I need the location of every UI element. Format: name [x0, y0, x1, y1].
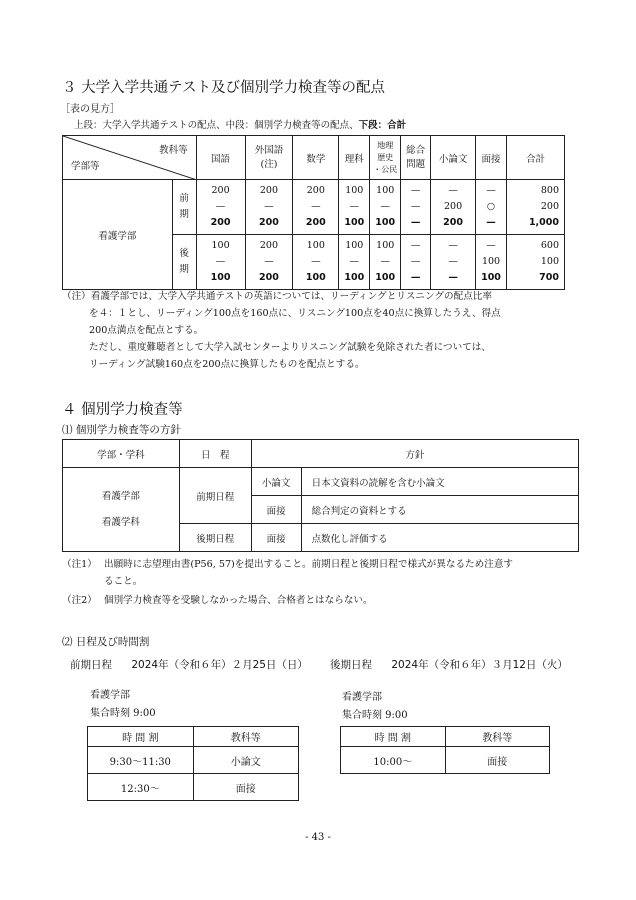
- early-sogo: [401, 180, 431, 235]
- note-1-label: （注1）: [62, 559, 97, 570]
- early-info: [90, 687, 156, 723]
- header-gaikokugo: [245, 136, 293, 180]
- late-gaikokugo: [245, 235, 293, 290]
- value-mid: —: [349, 201, 360, 212]
- timetable-time: 9:30〜11:30: [88, 747, 194, 774]
- policy-faculty-2: 看護学科: [101, 516, 140, 528]
- value-top: 600: [540, 240, 559, 251]
- header-chireki-2: 歴史: [377, 152, 394, 162]
- corner-bottom-label: 学部等: [71, 161, 100, 172]
- timetable-subject: 面接: [193, 774, 298, 801]
- value-total: —: [410, 272, 421, 283]
- value-top: 100: [306, 240, 325, 251]
- policy-text: 点数化し評価する: [301, 524, 578, 552]
- section4-heading: ４ 個別学力検査等: [62, 402, 183, 418]
- late-timetable-header: [341, 727, 550, 747]
- early-mensetsu: [476, 180, 507, 235]
- table-corner: [63, 136, 197, 180]
- early-sugaku: [293, 180, 339, 235]
- value-total: 700: [539, 272, 559, 283]
- header-sogo: [401, 136, 431, 180]
- value-top: —: [448, 240, 458, 251]
- value-mid: —: [215, 201, 226, 212]
- value-total: 100: [305, 272, 326, 283]
- header-gokei: 合計: [506, 136, 564, 180]
- note-line: リーディング試験160点を200点に換算したものを配点とする。: [89, 359, 365, 370]
- header-gaikokugo-label: 外国語: [254, 144, 284, 156]
- late-info: [342, 689, 408, 725]
- early-timetable: [87, 726, 299, 801]
- policy-subject: 面接: [251, 496, 301, 524]
- value-top: 200: [306, 185, 325, 196]
- policy-subject: 面接: [251, 524, 301, 552]
- section4-notes: [62, 556, 582, 609]
- subsection2-heading: ⑵ 日程及び時間割: [62, 636, 150, 648]
- header-gaikokugo-note: (注): [260, 158, 278, 170]
- score-table-header: [63, 136, 565, 180]
- value-total: 200: [443, 217, 463, 228]
- value-top: 800: [540, 185, 559, 196]
- header-chireki-3: ・公民: [373, 164, 398, 174]
- late-kokugo: [196, 235, 245, 290]
- subsection1-heading: ⑴ 個別学力検査等の方針: [62, 424, 181, 436]
- value-mid: —: [380, 201, 390, 212]
- value-mid: 100: [481, 256, 501, 267]
- note-2-label: （注2）: [62, 595, 97, 606]
- early-faculty: 看護学部: [90, 690, 130, 701]
- header-mensetsu: 面接: [476, 136, 507, 180]
- note-1-text: [104, 556, 513, 590]
- early-date-label: 前期日程: [70, 659, 112, 671]
- header-chireki-1: 地理: [377, 140, 394, 150]
- term-late-2: 期: [179, 264, 189, 275]
- value-mid: —: [410, 256, 421, 267]
- policy-faculty-1: 看護学部: [101, 490, 140, 502]
- term-late-1: 後: [179, 248, 189, 259]
- value-mid: ○: [486, 201, 496, 212]
- note-2-text: 個別学力検査等を受験しなかった場合、合格者とはならない。: [104, 595, 373, 606]
- value-total: —: [410, 217, 421, 228]
- policy-table: [62, 439, 579, 552]
- late-timetable-row: [341, 747, 550, 774]
- policy-header-policy: 方針: [251, 440, 578, 468]
- score-table: [62, 135, 565, 290]
- late-th-time: 時 間 割: [341, 727, 446, 747]
- timetable-subject: 面接: [445, 747, 549, 774]
- late-sogo: [401, 235, 431, 290]
- value-top: 200: [259, 240, 279, 251]
- page-number: - 43 -: [305, 832, 331, 843]
- policy-header-row: [63, 440, 579, 468]
- note-line: 200点満点を配点とする。: [89, 325, 204, 336]
- header-sogo-2: 問題: [406, 158, 426, 170]
- value-total: —: [448, 272, 458, 283]
- note-1-line: ること。: [104, 576, 143, 587]
- timetable-subject: 小論文: [193, 747, 298, 774]
- early-shoronbun: [431, 180, 476, 235]
- value-mid: —: [349, 256, 360, 267]
- policy-subject: 小論文: [251, 468, 301, 496]
- policy-late-term: 後期日程: [179, 524, 251, 552]
- value-top: —: [410, 185, 421, 196]
- corner-top-label: 教科等: [159, 145, 188, 156]
- late-faculty: 看護学部: [342, 692, 382, 703]
- value-total: —: [486, 217, 496, 228]
- value-total: 200: [259, 217, 279, 228]
- value-total: 100: [210, 272, 231, 283]
- early-th-time: 時 間 割: [88, 727, 194, 747]
- early-date: 2024年（令和６年）２月25日（日）: [131, 659, 308, 671]
- early-gokei: [506, 180, 564, 235]
- value-mid: 200: [540, 201, 559, 212]
- value-total: 200: [305, 217, 326, 228]
- value-total: 200: [259, 272, 279, 283]
- late-assembly: 集合時刻 9:00: [342, 710, 408, 721]
- value-mid: —: [311, 256, 321, 267]
- value-mid: —: [264, 201, 274, 212]
- timetable-time: 12:30〜: [88, 774, 194, 801]
- early-chireki: [370, 180, 401, 235]
- note-1: [62, 556, 582, 590]
- term-late: [172, 235, 196, 290]
- early-kokugo: [196, 180, 245, 235]
- note-line: ただし、重度難聴者として大学入試センターよりリスニング試験を免除された者については、: [89, 342, 491, 353]
- late-chireki: [370, 235, 401, 290]
- policy-text: 日本文資料の読解を含む小論文: [301, 468, 578, 496]
- value-top: —: [410, 240, 421, 251]
- term-early: [172, 180, 196, 235]
- early-gaikokugo: [245, 180, 293, 235]
- value-total: 1,000: [528, 217, 559, 228]
- value-top: 200: [259, 185, 279, 196]
- value-top: 200: [211, 185, 230, 196]
- policy-row: [63, 468, 579, 496]
- late-mensetsu: [476, 235, 507, 290]
- late-th-subject: 教科等: [445, 727, 549, 747]
- late-date-line: [330, 657, 568, 672]
- late-gokei: [506, 235, 564, 290]
- header-sugaku: 数学: [293, 136, 339, 180]
- value-total: 100: [344, 272, 365, 283]
- term-early-1: 前: [179, 193, 189, 204]
- note-2: [62, 592, 582, 609]
- value-total: 100: [344, 217, 365, 228]
- value-mid: —: [311, 201, 321, 212]
- early-timetable-row: [88, 774, 299, 801]
- legend-text: [74, 117, 406, 131]
- early-timetable-row: [88, 747, 299, 774]
- header-shoronbun: 小論文: [431, 136, 476, 180]
- late-rika: [339, 235, 370, 290]
- header-rika: 理科: [339, 136, 370, 180]
- policy-text: 総合判定の資料とする: [301, 496, 578, 524]
- legend-label: ［表の見方］: [60, 104, 120, 115]
- value-total: 200: [210, 217, 231, 228]
- value-top: 100: [345, 240, 364, 251]
- value-mid: 200: [444, 201, 463, 212]
- legend-text-main: 上段：大学入学共通テストの配点、中段：個別学力検査等の配点、: [74, 120, 359, 131]
- value-mid: —: [380, 256, 390, 267]
- value-mid: —: [448, 256, 458, 267]
- timetable-time: 10:00〜: [341, 747, 446, 774]
- early-date-line: [70, 657, 308, 672]
- legend-text-bold: 下段：合計: [358, 120, 407, 131]
- value-top: —: [448, 185, 458, 196]
- early-th-subject: 教科等: [193, 727, 298, 747]
- value-top: 100: [376, 185, 395, 196]
- early-timetable-header: [88, 727, 299, 747]
- note-1-line: 出願時に志望理由書(P56, 57)を提出すること。前期日程と後期日程で様式が異なるため注意す: [104, 559, 514, 570]
- value-top: —: [486, 240, 496, 251]
- section3-notes: [62, 288, 572, 373]
- note-line: を４：１とし、リーディング100点を160点に、リスニング100点を40点に換算したうえ、得点: [89, 308, 501, 319]
- policy-early-term: 前期日程: [179, 468, 251, 524]
- header-kokugo: 国語: [196, 136, 245, 180]
- score-row-early: [63, 180, 565, 235]
- value-total: 100: [481, 272, 501, 283]
- term-early-2: 期: [179, 209, 189, 220]
- value-mid: —: [215, 256, 226, 267]
- section3-heading: ３ 大学入学共通テスト及び個別学力検査等の配点: [62, 80, 386, 96]
- policy-header-faculty: 学部・学科: [63, 440, 180, 468]
- policy-faculty-cell: [63, 468, 180, 552]
- late-timetable: [340, 726, 550, 774]
- header-sogo-1: 総合: [406, 144, 426, 156]
- policy-header-schedule: 日 程: [179, 440, 251, 468]
- late-date: 2024年（令和６年）３月12日（火）: [391, 659, 568, 671]
- early-rika: [339, 180, 370, 235]
- value-total: 100: [375, 217, 396, 228]
- late-shoronbun: [431, 235, 476, 290]
- value-top: —: [486, 185, 496, 196]
- value-mid: —: [410, 201, 421, 212]
- late-date-label: 後期日程: [330, 659, 372, 671]
- note-line: （注）看護学部では、大学入学共通テストの英語については、リーディングとリスニングの配点比率: [62, 291, 492, 302]
- value-top: 100: [211, 240, 230, 251]
- value-top: 100: [376, 240, 395, 251]
- header-chireki: [370, 136, 401, 180]
- value-total: 100: [375, 272, 396, 283]
- value-top: 100: [345, 185, 364, 196]
- value-mid: 100: [540, 256, 559, 267]
- early-assembly: 集合時刻 9:00: [90, 708, 156, 719]
- late-sugaku: [293, 235, 339, 290]
- value-mid: —: [264, 256, 274, 267]
- faculty-cell: 看護学部: [63, 180, 173, 290]
